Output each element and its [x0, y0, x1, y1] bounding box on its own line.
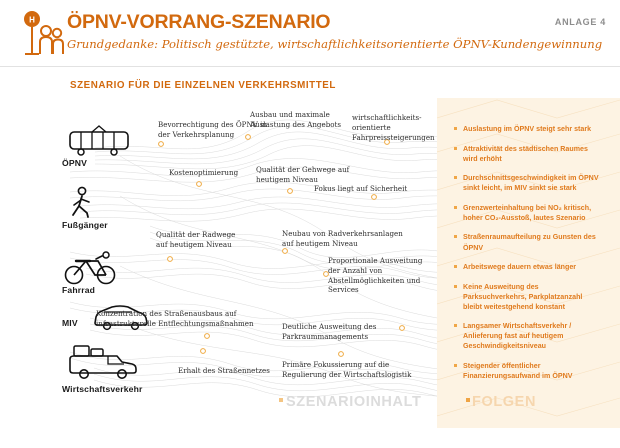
list-item: Attraktivität des städtischen Raumes wird erhöht: [463, 144, 603, 164]
note-text: Deutliche Ausweitung des Parkraummanagements: [282, 322, 377, 341]
note-text: Bevorrechtigung des ÖPNV in der Verkehrsplanung: [158, 120, 267, 139]
mode-row-wirtschaftsverkehr: [62, 342, 182, 394]
note-text: Ausbau und maximale Auslastung des Angebots: [250, 110, 342, 129]
mode-row-fussgaenger: [62, 186, 182, 230]
folgen-bullet-icon: [466, 398, 470, 402]
list-item: Langsamer Wirtschaftsverkehr / Anlieferung fast auf heutigem Geschwindigkeitsniveau: [463, 321, 603, 351]
header-divider: [0, 66, 620, 67]
mode-label: Fahrrad: [62, 285, 96, 295]
note-text: Erhalt des Straßennetzes: [178, 366, 270, 375]
page-header: [0, 0, 620, 66]
truck-icon: [62, 342, 148, 384]
note-text: Primäre Fokussierung auf die Regulierung der Wirtschaftslogistik: [282, 360, 412, 379]
note-text: Fokus liegt auf Sicherheit: [314, 184, 408, 193]
szenarioinhalt-bullet-icon: [279, 398, 283, 402]
tram-icon: [62, 124, 136, 158]
mode-label: Wirtschaftsverkehr: [62, 384, 143, 394]
page-title: ÖPNV-VORRANG-SZENARIO: [67, 11, 331, 33]
bicycle-icon: [62, 251, 126, 285]
page-subtitle: Grundgedanke: Politisch gestützte, wirtschaftlichkeitsorientierte ÖPNV-Kundengewinnung: [67, 37, 603, 51]
section-title: SZENARIO FÜR DIE EINZELNEN VERKEHRSMITTEL: [70, 80, 336, 91]
list-item: Steigender öffentlicher Finanzierungsaufwand im ÖPNV: [463, 361, 603, 381]
bus-stop-with-people-icon: [18, 10, 70, 60]
note-text: Kostenoptimierung: [169, 168, 239, 177]
mode-label: MIV: [62, 318, 78, 328]
mode-label: Fußgänger: [62, 220, 108, 230]
note-text: Neubau von Radverkehrsanlagen auf heutigem Niveau: [282, 229, 403, 248]
note-text: Qualität der Gehwege auf heutigem Niveau: [256, 165, 350, 184]
list-item: Arbeitswege dauern etwas länger: [463, 262, 603, 272]
consequences-list: [463, 124, 603, 391]
note-text: Qualität der Radwege auf heutigem Niveau: [156, 230, 236, 249]
list-item: Durchschnittsgeschwindigkeit im ÖPNV sinkt leicht, im MIV sinkt sie stark: [463, 173, 603, 193]
list-item: Auslastung im ÖPNV steigt sehr stark: [463, 124, 603, 134]
note-text: wirtschaftlichkeits-orientierte Fahrpreissteigerungen: [352, 113, 435, 142]
attachment-label: ANLAGE 4: [554, 17, 606, 27]
pedestrian-icon: [62, 186, 108, 220]
list-item: Straßenraumaufteilung zu Gunsten des ÖPNV: [463, 232, 603, 252]
note-text: Proportionale Ausweitung der Anzahl von Abstellmöglichkeiten und Services: [328, 256, 423, 295]
list-item: Grenzwerteinhaltung bei NO₂ kritisch, hoher CO₂-Ausstoß, lautes Szenario: [463, 203, 603, 223]
mode-label: ÖPNV: [62, 158, 87, 168]
list-item: Keine Ausweitung des Parksuchverkehrs, Parkplatzanzahl bleibt weitestgehend konstant: [463, 282, 603, 312]
mode-row-fahrrad: [62, 251, 182, 295]
consequences-panel: [437, 98, 620, 428]
note-text: Konzentration des Straßenausbaus auf infrastrukturelle Entflechtungsmaßnahmen: [96, 309, 254, 328]
footer-label-folgen: FOLGEN: [472, 394, 537, 410]
footer-label-szenarioinhalt: SZENARIOINHALT: [286, 394, 422, 410]
svg-text:H: H: [29, 15, 35, 25]
